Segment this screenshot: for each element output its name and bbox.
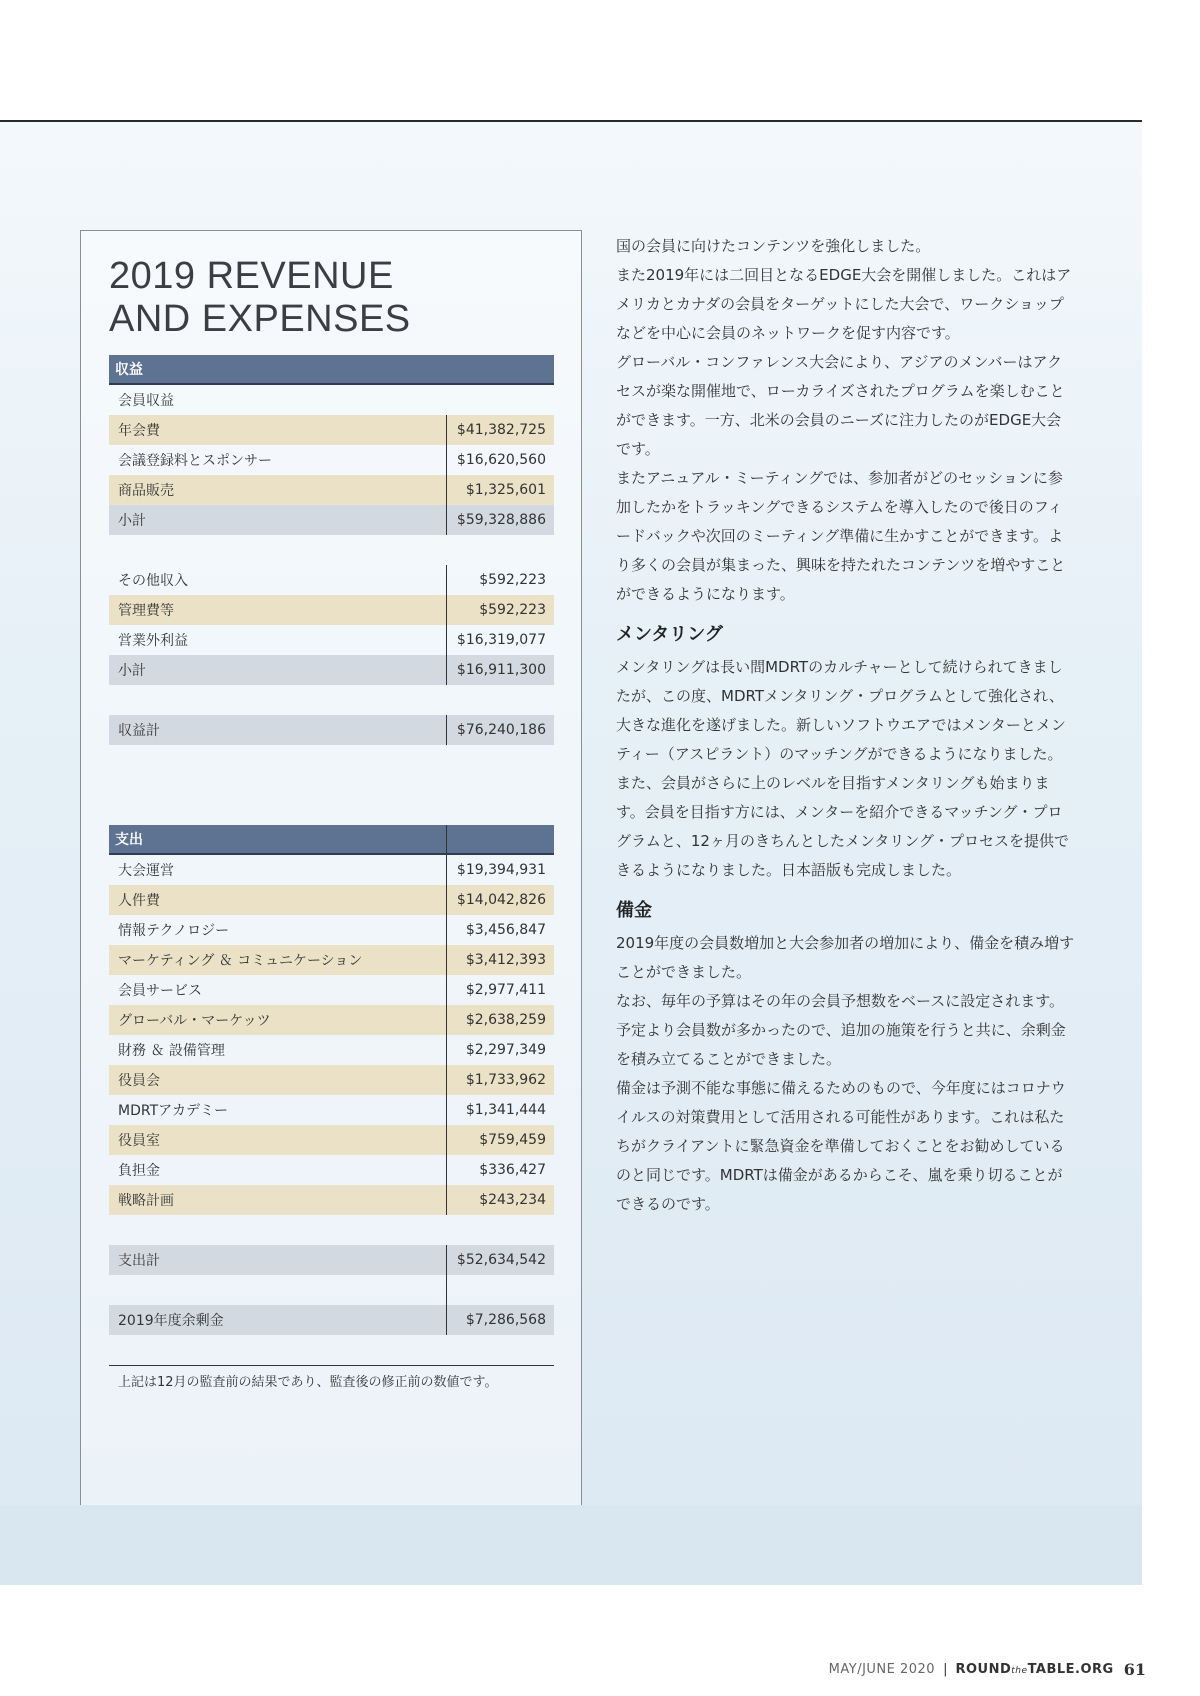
revenue-row-value: $76,240,186 [446, 715, 554, 745]
revenue-row-label: 商品販売 [118, 483, 174, 499]
expense-row-value: $243,234 [446, 1185, 554, 1215]
paragraph: グローバル・コンファレンス大会により、アジアのメンバーはアクセスが楽な開催地で、ローカライズされたプログラムを楽しむことができます。一方、北米の会員のニーズに注力したのがEDGE大会です。 [616, 353, 1065, 458]
expense-row [109, 1305, 554, 1335]
expense-header [109, 825, 554, 855]
revenue-header-label: 収益 [115, 362, 143, 378]
paragraph: また2019年には二回目となるEDGE大会を開催しました。これはアメリカとカナダの会員をターゲットにした大会で、ワークショップなどを中心に会員のネットワークを促す内容です。 [616, 266, 1072, 342]
revenue-row-value: $16,911,300 [446, 655, 554, 685]
expense-row [109, 885, 554, 915]
expense-row [109, 1155, 554, 1185]
footer-separator: | [943, 1662, 948, 1677]
paragraph: 2019年度の会員数増加と大会参加者の増加により、備金を積み増すことができました。 [616, 934, 1075, 981]
revenue-row [109, 715, 554, 745]
expense-row-value: $2,297,349 [446, 1035, 554, 1065]
expense-row [109, 1185, 554, 1215]
page-title [109, 255, 549, 341]
heading-mentoring: メンタリング [616, 624, 723, 645]
expense-row-value: $2,638,259 [446, 1005, 554, 1035]
expense-row [109, 1125, 554, 1155]
heading-reserve: 備金 [616, 900, 652, 921]
page-footer [829, 1660, 1146, 1679]
expense-row-value: $3,412,393 [446, 945, 554, 975]
brand-part-2: TABLE.ORG [1027, 1662, 1114, 1677]
expense-row-label: 情報テクノロジー [118, 923, 230, 939]
expense-row [109, 1065, 554, 1095]
revenue-row [109, 445, 554, 475]
brand-part-1: ROUND [955, 1662, 1012, 1677]
brand-the: the [1011, 1666, 1028, 1676]
expense-row-value: $1,341,444 [446, 1095, 554, 1125]
revenue-spacer [109, 535, 554, 565]
title-line-1: 2019 REVENUE [109, 255, 394, 297]
expense-row [109, 1095, 554, 1125]
issue-date: MAY/JUNE 2020 [828, 1662, 936, 1677]
revenue-row [109, 625, 554, 655]
expense-row [109, 945, 554, 975]
expense-row-label: 負担金 [118, 1163, 160, 1179]
paragraph: なお、毎年の予算はその年の会員予想数をベースに設定されます。予定より会員数が多かったので、追加の施策を行うと共に、余剰金を積み立てることができました。 [616, 992, 1066, 1068]
expense-row [109, 1005, 554, 1035]
footnote: 上記は12月の監査前の結果であり、監査後の修正前の数値です。 [118, 1375, 498, 1390]
note-rule [109, 1365, 554, 1366]
expense-spacer [109, 1275, 554, 1305]
paragraph: 国の会員に向けたコンテンツを強化しました。 [616, 237, 931, 255]
expense-row-value: $3,456,847 [446, 915, 554, 945]
expense-row-label: 大会運営 [118, 863, 174, 879]
revenue-row-value: $592,223 [446, 565, 554, 595]
expense-row-label: 財務 ＆ 設備管理 [118, 1043, 225, 1059]
expense-table [109, 825, 554, 1335]
site-brand [955, 1662, 1113, 1677]
expense-spacer [109, 1215, 554, 1245]
revenue-row [109, 475, 554, 505]
expense-row-value: $2,977,411 [446, 975, 554, 1005]
expense-row-value: $1,733,962 [446, 1065, 554, 1095]
expense-row-label: 人件費 [118, 893, 160, 909]
expense-row-label: マーケティング ＆ コミュニケーション [118, 953, 363, 969]
top-rule [0, 120, 1142, 122]
expense-row [109, 1245, 554, 1275]
expense-row-label: 会員サービス [118, 983, 202, 999]
revenue-row-label: 収益計 [118, 723, 160, 739]
revenue-row-label: 会議登録料とスポンサー [118, 453, 272, 469]
revenue-row-value: $59,328,886 [446, 505, 554, 535]
revenue-row-label: 管理費等 [118, 603, 174, 619]
expense-row-label: 2019年度余剰金 [118, 1313, 224, 1329]
bottom-band [0, 1505, 1142, 1585]
revenue-row-label: 営業外利益 [118, 633, 188, 649]
revenue-row [109, 655, 554, 685]
revenue-row-label: 小計 [118, 663, 146, 679]
revenue-row-value: $16,319,077 [446, 625, 554, 655]
revenue-row [109, 565, 554, 595]
expense-row-value: $52,634,542 [446, 1245, 554, 1275]
revenue-table [109, 355, 554, 745]
expense-row [109, 1035, 554, 1065]
paragraph: メンタリングは長い間MDRTのカルチャーとして続けられてきましたが、この度、MDRTメンタリング・プログラムとして強化され、大きな進化を遂げました。新しいソフトウエアではメンターとメンティー（アスピラント）のマッチングができるようになりました。また、会員がさらに上のレベルを目指すメンタリングも始まります。会員を目指す方には、メンターを紹介できるマッチング・プログラムと、12ヶ月のきちんとしたメンタリング・プロセスを提供できるようになりました。日本語版も完成しました。 [616, 658, 1070, 879]
revenue-row [109, 385, 554, 415]
revenue-row-value: $41,382,725 [446, 415, 554, 445]
expense-row-value: $14,042,826 [446, 885, 554, 915]
expense-row-label: 役員会 [118, 1073, 160, 1089]
revenue-row [109, 505, 554, 535]
expense-row-label: 戦略計画 [118, 1193, 174, 1209]
expense-header-label: 支出 [115, 832, 143, 848]
paragraph: 備金は予測不能な事態に備えるためのもので、今年度にはコロナウイルスの対策費用として活用される可能性があります。これは私たちがクライアントに緊急資金を準備しておくことをお勧めしているのと同じです。MDRTは備金があるからこそ、嵐を乗り切ることができるのです。 [616, 1079, 1066, 1213]
revenue-row-label: 年会費 [118, 423, 160, 439]
revenue-row-value: $592,223 [446, 595, 554, 625]
revenue-row-value: $1,325,601 [446, 475, 554, 505]
expense-row-label: 支出計 [118, 1253, 160, 1269]
page-number: 61 [1123, 1660, 1146, 1679]
paragraph: またアニュアル・ミーティングでは、参加者がどのセッションに参加したかをトラッキングできるシステムを導入したので後日のフィードバックや次回のミーティング準備に生かすことができます。より多くの会員が集まった、興味を持たれたコンテンツを増やすことができるようになります。 [616, 469, 1066, 603]
revenue-row-value: $16,620,560 [446, 445, 554, 475]
title-line-2: AND EXPENSES [109, 298, 411, 340]
expense-row [109, 855, 554, 885]
expense-row-value: $19,394,931 [446, 855, 554, 885]
expense-row-value: $7,286,568 [446, 1305, 554, 1335]
expense-row-label: 役員室 [118, 1133, 160, 1149]
revenue-spacer [109, 685, 554, 715]
revenue-row-label: 会員収益 [118, 393, 174, 409]
revenue-header [109, 355, 554, 385]
expense-row-label: MDRTアカデミー [118, 1103, 228, 1119]
revenue-row [109, 415, 554, 445]
expense-row-label: グローバル・マーケッツ [118, 1013, 271, 1029]
expense-row [109, 975, 554, 1005]
revenue-row [109, 595, 554, 625]
expense-row-value: $759,459 [446, 1125, 554, 1155]
revenue-row-label: その他収入 [118, 573, 188, 589]
expense-row [109, 915, 554, 945]
revenue-row-label: 小計 [118, 513, 146, 529]
article-body [616, 232, 1076, 1219]
expense-row-value: $336,427 [446, 1155, 554, 1185]
expense-header-value [446, 825, 554, 853]
